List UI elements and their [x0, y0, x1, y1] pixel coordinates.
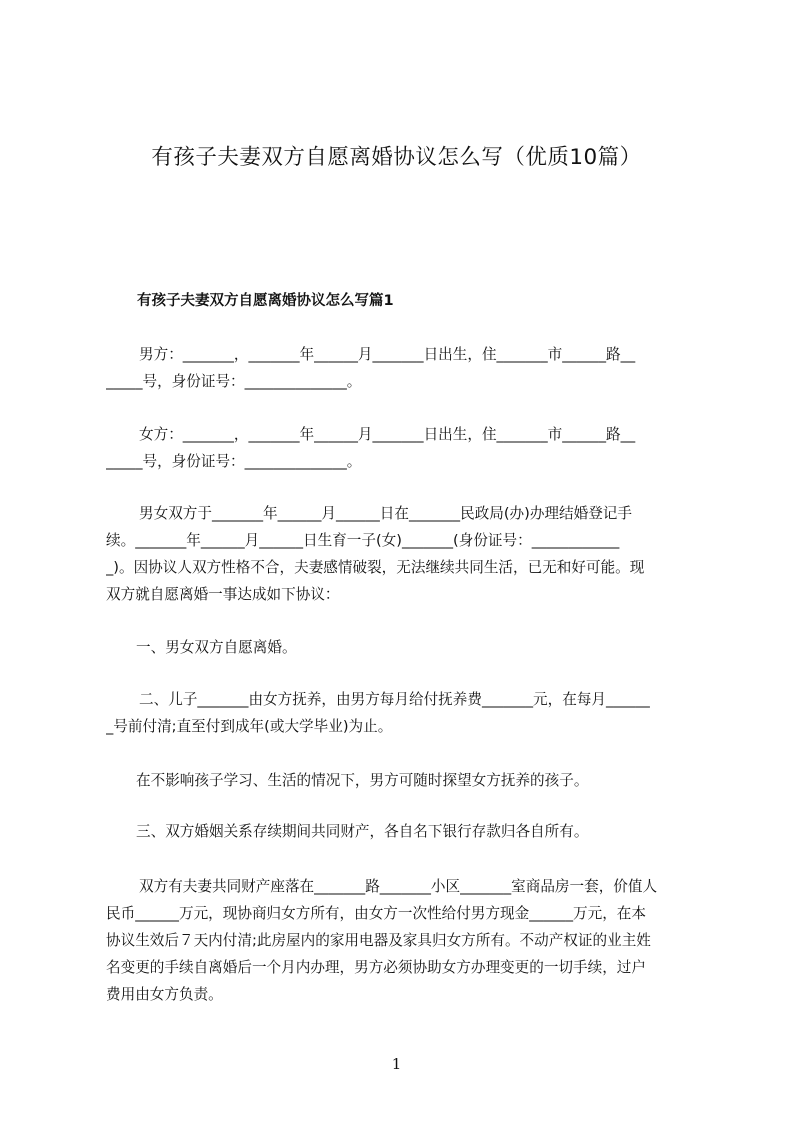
paragraph-clause-1	[106, 634, 702, 661]
text-line: _____号，身份证号：______________。	[106, 453, 362, 470]
text-line: 女方：_______，_______年______月_______日出生，住_______市______路__	[139, 426, 636, 443]
paragraph-clause-3	[106, 818, 702, 845]
text-line: 名变更的手续自离婚后一个月内办理，男方必须协助女方办理变更的一切手续，过户	[106, 959, 646, 976]
text-line: 费用由女方负责。	[106, 986, 223, 1003]
text-line: _号前付清;直至付到成年(或大学毕业)为止。	[106, 718, 393, 735]
paragraph-female-party	[106, 421, 702, 475]
text-line: 二、儿子_______由女方抚养，由男方每月给付抚养费_______元，在每月______	[139, 691, 650, 708]
text-line: 协议生效后７天内付清;此房屋内的家用电器及家具归女方所有。不动产权证的业主姓	[106, 932, 651, 949]
document-title: 有孩子夫妻双方自愿离婚协议怎么写（优质10篇）	[151, 145, 642, 170]
text-line: 一、男女双方自愿离婚。	[136, 639, 297, 656]
text-line: 民币______万元，现协商归女方所有，由女方一次性给付男方现金______万元，在本	[106, 905, 646, 922]
paragraph-male-party	[106, 341, 702, 395]
text-line: 双方有夫妻共同财产座落在_______路_______小区_______室商品房一套，价值人	[139, 878, 658, 895]
text-line: 三、双方婚姻关系存续期间共同财产，各自名下银行存款归各自所有。	[136, 823, 589, 840]
text-line: 男女双方于_______年______月______日在_______民政局(办)办理结婚登记手	[139, 505, 632, 522]
page-number: 1	[391, 1055, 402, 1073]
text-line: 双方就自愿离婚一事达成如下协议：	[106, 586, 340, 603]
text-line: _____号，身份证号：______________。	[106, 373, 362, 390]
text-line: 续。_______年______月______日生育一子(女)_______(身份证号：____________	[106, 532, 620, 549]
paragraph-property	[106, 873, 702, 1008]
text-line: 在不影响孩子学习、生活的情况下，男方可随时探望女方抚养的孩子。	[136, 772, 589, 789]
section-heading: 有孩子夫妻双方自愿离婚协议怎么写篇1	[137, 293, 394, 309]
paragraph-clause-2	[106, 686, 702, 740]
paragraph-marriage-info	[106, 500, 702, 608]
paragraph-visitation	[106, 767, 702, 794]
text-line: 男方：_______，_______年______月_______日出生，住_______市______路__	[139, 346, 636, 363]
text-line: _)。因协议人双方性格不合，夫妻感情破裂，无法继续共同生活，已无和好可能。现	[106, 559, 645, 576]
